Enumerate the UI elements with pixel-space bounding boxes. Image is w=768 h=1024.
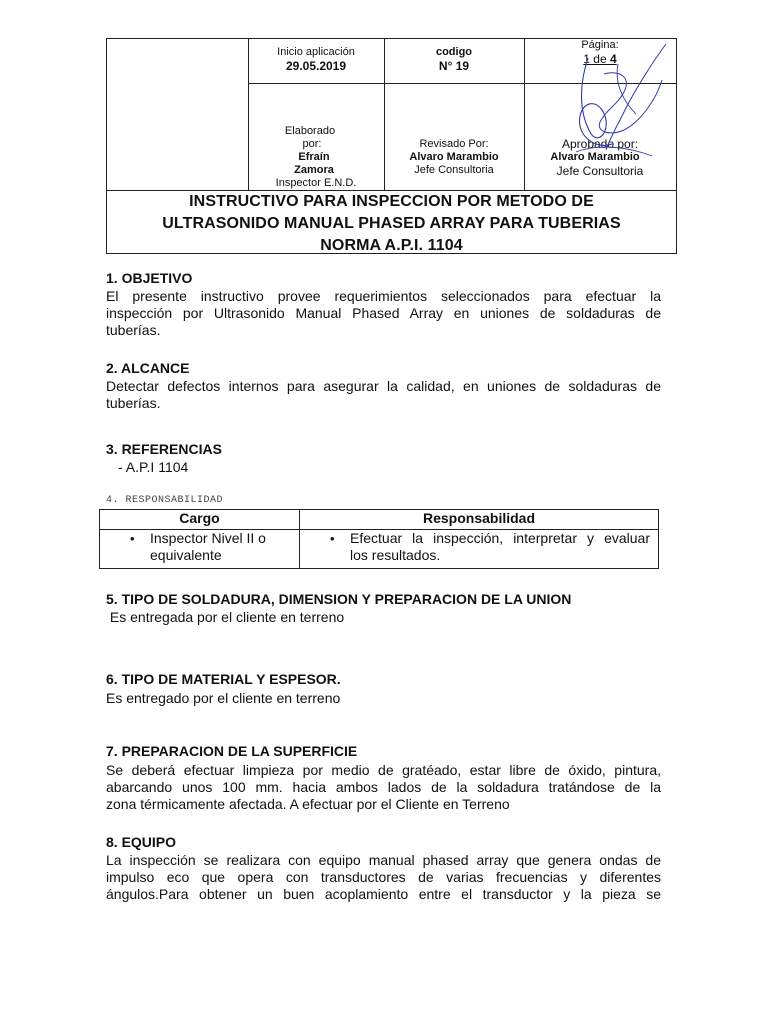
cargo-cell <box>100 530 300 569</box>
inicio-aplicacion <box>248 46 384 74</box>
document-title <box>107 191 676 257</box>
revisado-por <box>384 138 524 177</box>
bullet-icon: • <box>130 531 135 546</box>
codigo <box>384 46 524 74</box>
col-responsabilidad: Responsabilidad <box>300 510 659 530</box>
aprobado-role: Jefe Consultoria <box>556 164 644 178</box>
equipo-heading: 8. EQUIPO <box>106 834 177 850</box>
objetivo-line: El presente instructivo provee requerimientos seleccionados para efectuar la <box>106 288 661 304</box>
elaborado-por <box>248 125 384 190</box>
revisado-role: Jefe Consultoria <box>414 164 494 176</box>
pagina-label: Página: <box>581 39 619 51</box>
equipo-line: impulso eco que opera con transductores de varias frecuencias y diferentes <box>106 869 661 885</box>
alcance-text <box>106 378 661 412</box>
title-line-2: ULTRASONIDO MANUAL PHASED ARRAY PARA TUBERIAS <box>162 215 621 232</box>
inicio-value: 29.05.2019 <box>285 59 347 73</box>
pagina-total: 4 <box>610 52 617 66</box>
objetivo-heading: 1. OBJETIVO <box>106 270 193 286</box>
material-text: Es entregado por el cliente en terreno <box>106 690 341 706</box>
codigo-label: codigo <box>435 46 473 58</box>
alcance-line: tuberías. <box>106 395 161 411</box>
elaborado-role: Inspector E.N.D. <box>275 177 357 189</box>
revisado-name: Alvaro Marambio <box>409 151 499 163</box>
codigo-value: N° 19 <box>438 59 470 73</box>
table-row <box>100 530 659 569</box>
elaborado-name-2: Zamora <box>294 164 334 176</box>
objetivo-line: tuberías. <box>106 322 161 338</box>
superficie-line: Se deberá efectuar limpieza por medio de gratéado, estar libre de óxido, pintura, <box>106 762 661 778</box>
referencias-heading: 3. REFERENCIAS <box>106 441 222 457</box>
tipo-soldadura-text: Es entregada por el cliente en terreno <box>106 609 345 625</box>
alcance-line: Detectar defectos internos para asegurar la calidad, en uniones de soldaduras de <box>106 378 661 394</box>
tipo-soldadura-heading: 5. TIPO DE SOLDADURA, DIMENSION Y PREPARACION DE LA UNION <box>106 591 572 607</box>
title-line-3: NORMA A.P.I. 1104 <box>320 237 463 254</box>
revisado-label: Revisado Por: <box>419 138 489 150</box>
superficie-heading: 7. PREPARACION DE LA SUPERFICIE <box>106 743 358 759</box>
equipo-line: ángulos.Para obtener un buen acoplamiento entre el transductor y la pieza se <box>106 886 661 902</box>
superficie-line: abarcando unos 100 mm. hacia ambos lados de la soldadura tratándose de la <box>106 779 661 795</box>
equipo-line: La inspección se realizara con equipo manual phased array que genera ondas de <box>106 852 661 868</box>
responsabilidad-cell <box>300 530 659 569</box>
superficie-text <box>106 762 661 813</box>
aprobado-name: Alvaro Marambio <box>550 151 640 163</box>
signature <box>566 40 676 160</box>
pagina-current: 1 de <box>583 52 610 66</box>
col-cargo: Cargo <box>100 510 300 530</box>
bullet-icon: • <box>330 531 335 546</box>
objetivo-line: inspección por Ultrasonido Manual Phased Array en uniones de soldaduras de <box>106 305 661 321</box>
responsabilidad-heading: 4. RESPONSABILIDAD <box>106 495 224 506</box>
superficie-line: zona térmicamente afectada. A efectuar por el Cliente en Terreno <box>106 796 510 812</box>
resp-line: los resultados. <box>350 547 441 563</box>
inicio-label: Inicio aplicación <box>277 46 355 58</box>
referencias-item: - A.P.I 1104 <box>118 459 189 475</box>
resp-line: Efectuar la inspección, interpretar y evaluar <box>350 530 650 546</box>
aprobado-label: Aprobado por: <box>561 137 639 151</box>
material-heading: 6. TIPO DE MATERIAL Y ESPESOR. <box>106 671 341 687</box>
elaborado-name-1: Efraín <box>298 151 330 163</box>
elaborado-label-2: por: <box>302 138 322 150</box>
table-header-row <box>100 510 659 530</box>
cargo-line: Inspector Nivel II o <box>150 530 266 546</box>
responsabilidad-table <box>99 509 659 569</box>
title-line-1: INSTRUCTIVO PARA INSPECCION POR METODO DE <box>189 193 594 210</box>
equipo-text <box>106 852 661 903</box>
alcance-heading: 2. ALCANCE <box>106 360 190 376</box>
cargo-line: equivalente <box>150 547 222 563</box>
elaborado-label: Elaborado <box>284 125 336 137</box>
objetivo-text <box>106 288 661 339</box>
